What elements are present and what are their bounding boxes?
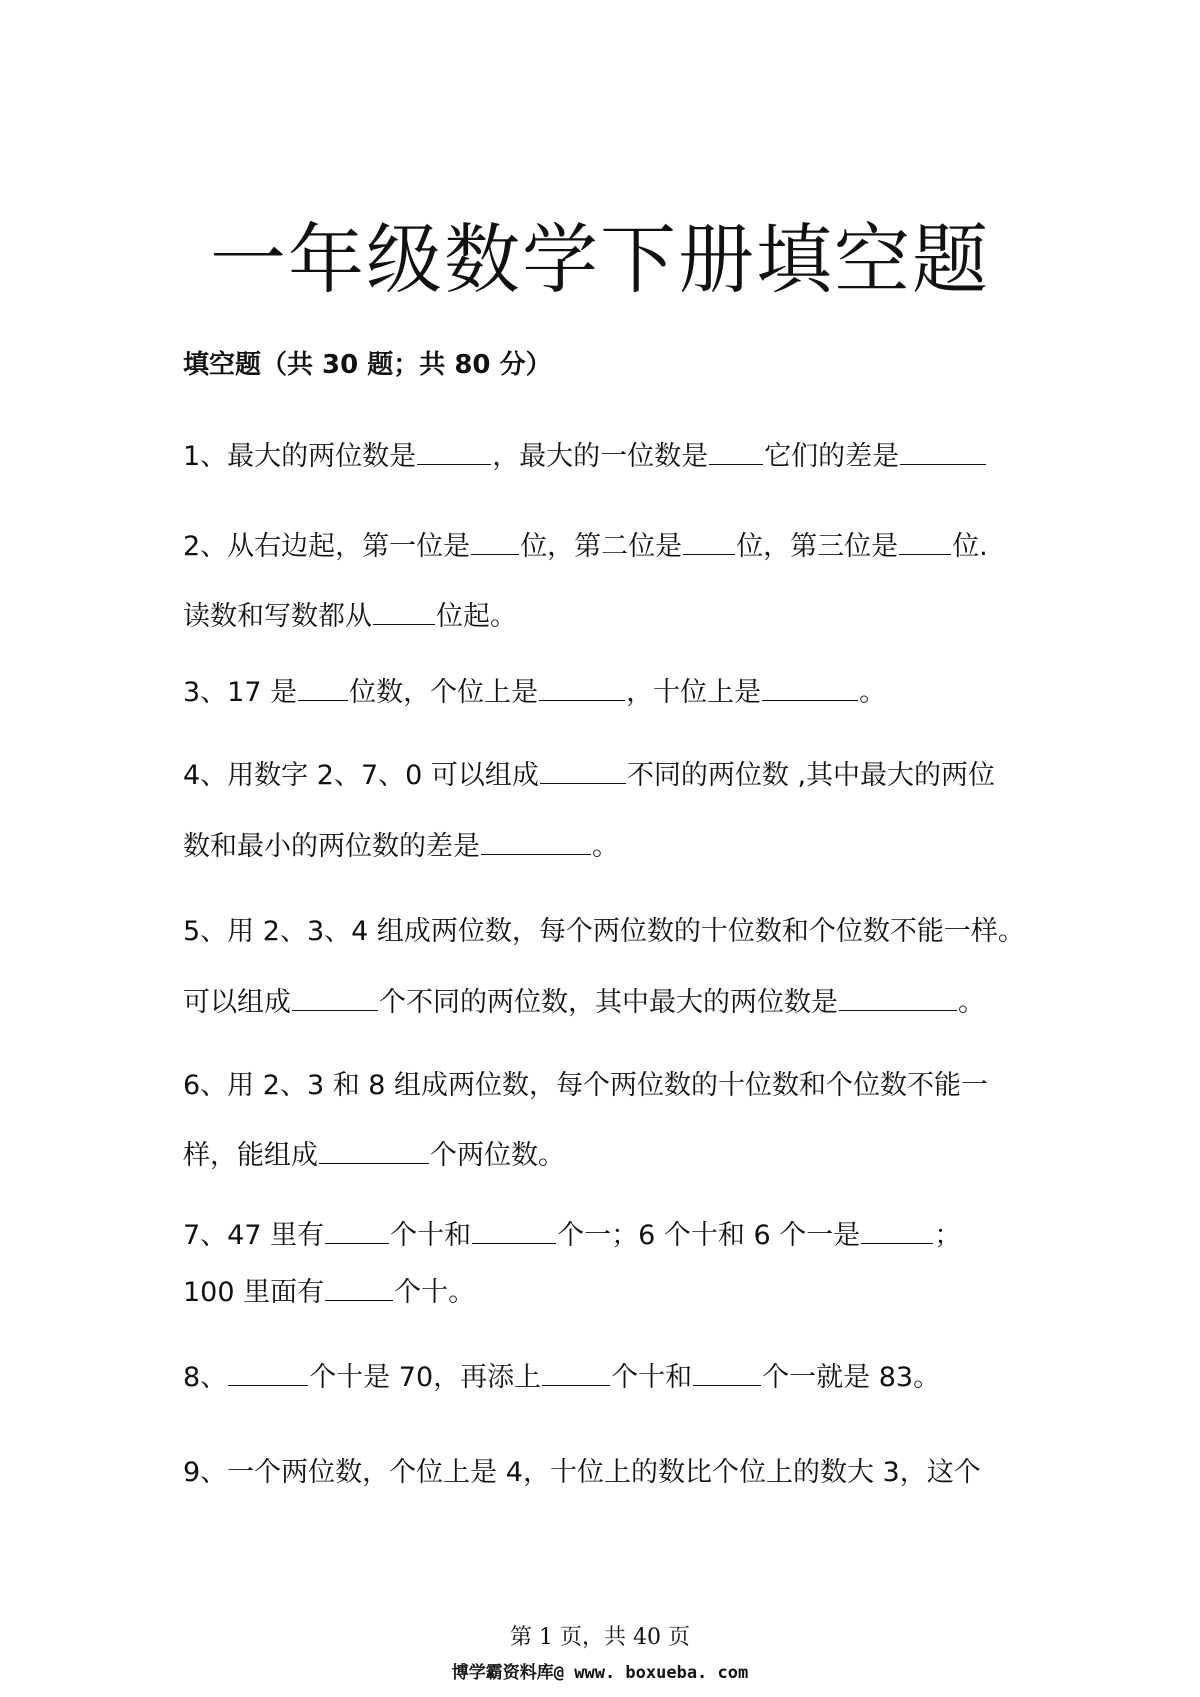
question-7-line-1 (183, 1217, 961, 1254)
question-text: ； (934, 1220, 962, 1251)
question-text: 可以组成 (183, 987, 291, 1018)
question-6-line-2 (183, 1137, 565, 1174)
question-text: 个十和 (611, 1362, 693, 1393)
answer-blank[interactable] (540, 757, 626, 784)
question-text: 位. (952, 531, 988, 562)
question-2-line-2 (183, 598, 517, 635)
question-text: 4、用数字 2、7、0 可以组成 (183, 760, 539, 791)
answer-blank[interactable] (899, 528, 951, 555)
site-watermark: 博学霸资料库@ www. boxueba. com (451, 1663, 749, 1683)
question-text: 读数和写数都从 (183, 601, 372, 632)
answer-blank[interactable] (298, 674, 348, 701)
question-text: 位，第二位是 (520, 531, 683, 562)
question-text: 6、用 2、3 和 8 组成两位数，每个两位数的十位数和个位数不能一 (183, 1070, 989, 1101)
question-text: 个不同的两位数，其中最大的两位数是 (379, 987, 838, 1018)
question-text: 位数，个位上是 (349, 677, 539, 708)
question-text: 7、47 里有 (183, 1220, 325, 1251)
question-text: 100 里面有 (183, 1277, 325, 1308)
question-9-line-1 (183, 1455, 981, 1491)
answer-blank[interactable] (228, 1359, 308, 1386)
answer-blank[interactable] (417, 438, 491, 465)
question-text: ，最大的一位数是 (492, 441, 709, 472)
answer-blank[interactable] (539, 674, 625, 701)
answer-blank[interactable] (900, 438, 986, 465)
question-1-line-1 (183, 438, 987, 475)
question-text: 8、 (183, 1362, 228, 1393)
answer-blank[interactable] (542, 1359, 610, 1386)
question-text: 个十。 (394, 1277, 476, 1308)
answer-blank[interactable] (481, 828, 591, 855)
answer-blank[interactable] (762, 674, 858, 701)
question-text: 个一；6 个十和 6 个一是 (557, 1220, 861, 1251)
question-5-line-1 (183, 914, 1025, 950)
question-text: 个十和 (390, 1220, 472, 1251)
answer-blank[interactable] (373, 598, 435, 625)
question-text: ，十位上是 (626, 677, 762, 708)
page-number: 第 1 页，共 40 页 (510, 1625, 690, 1650)
question-2-line-1 (183, 528, 988, 565)
question-4-line-2 (183, 828, 619, 865)
question-8-line-1 (183, 1359, 940, 1396)
answer-blank[interactable] (861, 1217, 933, 1244)
question-text: 不同的两位数 ,其中最大的两位 (626, 760, 996, 791)
section-heading: 填空题（共 30 题；共 80 分） (183, 350, 552, 380)
question-6-line-1 (183, 1068, 988, 1104)
answer-blank[interactable] (693, 1359, 761, 1386)
answer-blank[interactable] (471, 528, 519, 555)
page-title: 一年级数学下册填空题 (210, 215, 990, 304)
question-text: 。 (592, 831, 619, 862)
answer-blank[interactable] (683, 528, 735, 555)
answer-blank[interactable] (839, 984, 957, 1011)
question-text: 。 (859, 677, 887, 708)
question-text: 数和最小的两位数的差是 (183, 831, 480, 862)
question-text: 个两位数。 (430, 1140, 565, 1171)
question-text: 个一就是 83。 (762, 1362, 941, 1393)
question-4-line-1 (183, 757, 995, 794)
question-text: 样，能组成 (183, 1140, 318, 1171)
answer-blank[interactable] (292, 984, 378, 1011)
question-text: 位起。 (436, 601, 517, 632)
question-text: 3、17 是 (183, 677, 298, 708)
question-text: 1、最大的两位数是 (183, 441, 417, 472)
question-text: 位，第三位是 (736, 531, 899, 562)
question-text: 个十是 70，再添上 (309, 1362, 542, 1393)
answer-blank[interactable] (472, 1217, 556, 1244)
question-7-line-2 (183, 1274, 475, 1311)
question-text: 2、从右边起，第一位是 (183, 531, 471, 562)
answer-blank[interactable] (319, 1137, 429, 1164)
question-text: 5、用 2、3、4 组成两位数，每个两位数的十位数和个位数不能一样。 (183, 916, 1025, 947)
answer-blank[interactable] (325, 1274, 393, 1301)
question-5-line-2 (183, 984, 985, 1021)
answer-blank[interactable] (709, 438, 763, 465)
answer-blank[interactable] (325, 1217, 389, 1244)
question-3-line-1 (183, 674, 886, 711)
question-text: 9、一个两位数，个位上是 4，十位上的数比个位上的数大 3，这个 (183, 1457, 981, 1488)
question-text: 它们的差是 (764, 441, 900, 472)
question-text: 。 (958, 987, 985, 1018)
